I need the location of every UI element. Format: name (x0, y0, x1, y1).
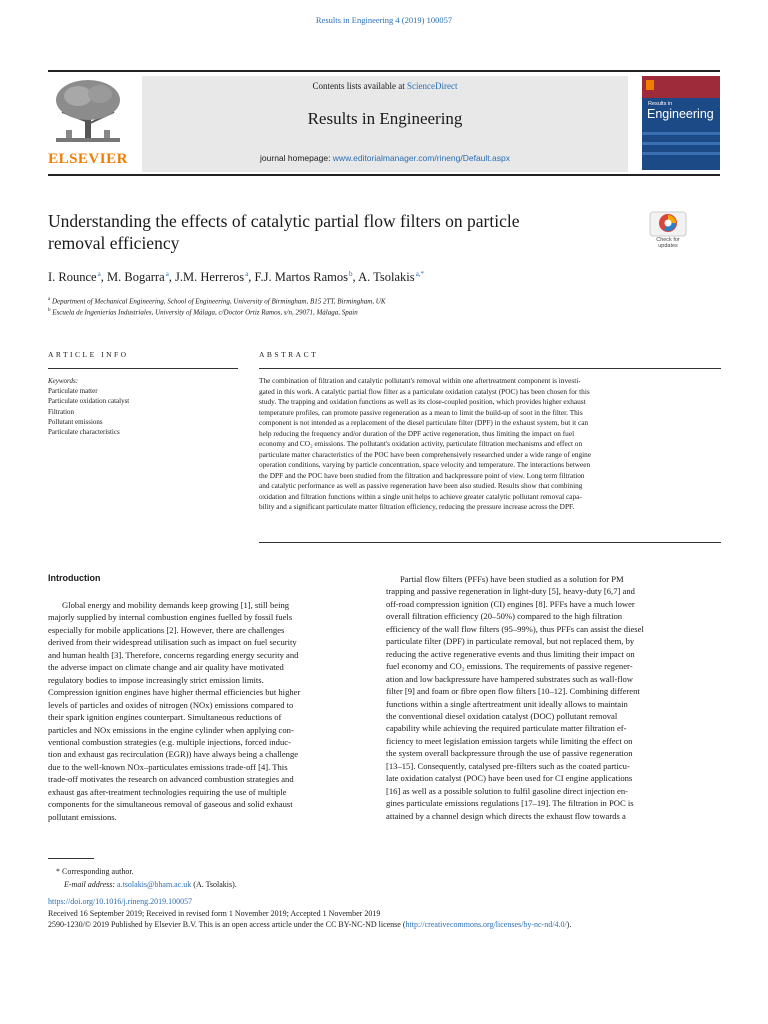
affiliation-a: $^a$ Department of Mechanical Engineering, School of Engineering, University of Birmingham, B15 2TT, Birmingham, UK (48, 297, 386, 306)
cover-journal-name: Engineering (647, 107, 714, 121)
email-link[interactable]: a.tsolakis@bham.ac.uk (117, 880, 192, 889)
introduction-heading: Introduction (48, 573, 101, 583)
publication-info (48, 896, 728, 931)
header-top-rule (48, 70, 720, 72)
abstract-heading: ABSTRACT (259, 350, 319, 359)
journal-cover-thumbnail (642, 76, 720, 170)
journal-reference-link[interactable]: Results in Engineering 4 (2019) 100057 (315, 15, 453, 25)
contents-lists-line: Contents lists available at ScienceDirect (312, 81, 458, 91)
author: M. Bogarra (107, 270, 165, 285)
doi-link[interactable]: https://doi.org/10.1016/j.rineng.2019.100057 (48, 897, 193, 906)
abstract-rule (259, 368, 721, 369)
author: J.M. Herreros (175, 270, 245, 285)
check-for-updates-badge[interactable]: Check for updates (646, 210, 690, 254)
elsevier-wordmark: ELSEVIER (48, 151, 128, 167)
abstract-text: The combination of filtration and catalytic pollutant's removal within one aftertreatment component is investi- gated in this work. A catalytic partial flow filter as a particulate oxidation catalyst (POC) has been chosen for this study. The trapping and oxidation functions as well as its close-coupled position, which provides higher exhaust temperature profiles, can promote passive regeneration as a mean to limit the build-up of soot in the filter. This component is not intended as a replacement of the diesel particulate filter (DPF) in the exhaust system, but it can help reducing the frequency and/or duration of the DPF active regeneration, thus limiting the impact on fuel economy and CO₂ emissions. The pollutant's oxidation activity, particulate filtration mechanisms and effect on particulate matter characteristics of the POC have been comprehensively researched under a wide range of engine operation conditions, varying by particle concentration, space velocity and temperature. The interactions between the DPF and the POC have been studied from the filtration and backpressure point of view. Long term filtration and catalytic performance as well as passive regeneration have been also studied. Results show that combining oxidation and filtration functions within a single unit helps to achieve greater catalytic pollutant removal capa- bility and a significant particulate matter filtration efficiency, reducing the pressure increase across the DPF. (259, 376, 592, 511)
keyword: Filtration (48, 407, 75, 416)
license-line: 2590-1230/© 2019 Published by Elsevier B.V. This is an open access article under the CC BY-NC-ND license (http://creativecommons.org/licenses/by-nc-nd/4.0/). (48, 920, 572, 930)
keywords-block (48, 376, 238, 437)
body-right-column: Partial flow filters (PFFs) have been studied as a solution for PM trapping and passive regeneration in light-duty [5], heavy-duty [6,7] and off-road compression ignition (CI) engines [8]. PFFs have a much lower overall filtration efficiency (20–50%) compared to the high filtration efficiency of the wall flow filters (95–99%), thus PFFs can assist the diesel particulate filter (DPF) in particulate removal, but not replaced them, by reducing the active regenerative events and thus limiting their impact on fuel economy and CO₂ emissions. The requirements of passive regener- ation and low backpressure have hampered substrates such as wall-flow filter [9] and foam or fibre open flow filters [10–12]. Combining different functions within a single aftertreatment unit ideally allows to maintain the conventional diesel oxidation catalyst (DOC) pollutant removal capability while achieving the required particulate matter filtration ef- ficiency to meet legislation emission targets while limiting the effect on the system overall backpressure through the use of passive regeneration [13–15]. Consequently, catalysed pre-filters such as the coated particu- late oxidation catalyst (POC) have been used for CI engine applications [16] as well as a possible solution to fulfil gasoline direct injection en- gines particulate emissions regulations [17–19]. The filtration in POC is attained by a channel design which directs the exhaust flow towards a (386, 574, 644, 821)
keyword: Particulate oxidation catalyst (48, 397, 130, 406)
keyword: Pollutant emissions (48, 417, 103, 426)
journal-homepage-line: journal homepage: www.editorialmanager.com/rineng/Default.aspx (260, 153, 510, 163)
author: F.J. Martos Ramos (254, 270, 348, 285)
received-dates: Received 16 September 2019; Received in revised form 1 November 2019; Accepted 1 November 2019 (48, 908, 381, 918)
footnote-rule (48, 858, 94, 859)
license-link[interactable]: http://creativecommons.org/licenses/by-nc-nd/4.0/ (405, 920, 567, 930)
article-info-rule (48, 368, 238, 369)
article-info-heading: ARTICLE INFO (48, 350, 129, 359)
author-list: I. Rounce $^a$, M. Bogarra $^a$, J.M. Herreros $^a$, F.J. Martos Ramos $^b$, A. Tsolakis $^{a,*}$ (48, 270, 425, 285)
author: A. Tsolakis (358, 270, 415, 285)
keyword: Particulate characteristics (48, 428, 120, 437)
paper-title: Understanding the effects of catalytic partial flow filters on particle removal efficiency (48, 211, 520, 253)
elsevier-logo (48, 76, 128, 168)
cover-small-text: Results in (648, 101, 673, 107)
elsevier-tree-icon (48, 76, 128, 150)
affiliation-b: $^b$ Escuela de Ingenierías Industriales, University of Málaga, c/Doctor Ortiz Ramos, s/n, 29071, Málaga, Spain (48, 308, 358, 317)
author: I. Rounce (48, 270, 97, 285)
journal-homepage-link[interactable]: www.editorialmanager.com/rineng/Default.aspx (332, 153, 510, 163)
journal-masthead (142, 76, 628, 172)
journal-title: Results in Engineering (307, 109, 463, 128)
check-for-updates-icon (646, 210, 690, 238)
body-left-column: Global energy and mobility demands keep growing [1], still being majorly supplied by internal combustion engines fuelled by fossil fuels especially for mobile applications [2]. However, there are challenges derived from their widespread utilisation such as impact on fuel security and human health [3]. Therefore, concerns regarding energy security and the adverse impact on climate change and air quality have motivated regulatory bodies to impose increasingly strict emission limits. Compression ignition engines have higher thermal efficiencies but higher levels of particles and oxides of nitrogen (NOx) emissions compared to their spark ignition engines counterpart. Simultaneous reductions of particles and NOx emissions in the engine cylinder when applying con- ventional combustion strategies (e.g. multiple injections, forced induc- tion and exhaust gas recirculation (EGR)) have always being a challenge due to the well-known NOx–particulates emissions trade-off [4]. This trade-off motivates the research on advanced combustion strategies and exhaust gas after-treatment technologies requiring the use of multiple components for the simultaneous removal of gaseous and solid exhaust pollutant emissions. (48, 600, 301, 822)
header-bottom-rule (48, 174, 720, 176)
abstract-bottom-rule (259, 542, 721, 543)
sciencedirect-link[interactable]: ScienceDirect (407, 81, 458, 91)
keywords-label: Keywords: (48, 377, 79, 385)
corresponding-author-footnote: * Corresponding author. E-mail address: a.tsolakis@bham.ac.uk (A. Tsolakis). (56, 867, 237, 889)
cover-elsevier-icon (646, 80, 654, 90)
keyword: Particulate matter (48, 387, 98, 396)
